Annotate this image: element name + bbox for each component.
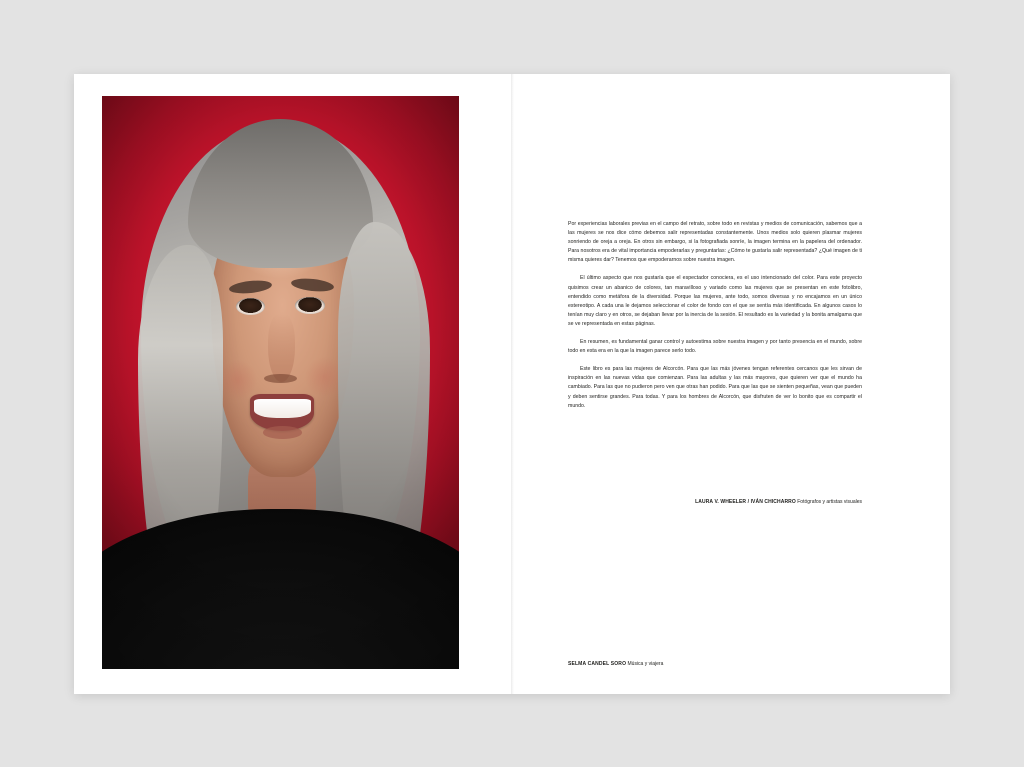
author-role: Fotógrafos y artistas visuales: [797, 499, 862, 505]
caption-subject-desc: Música y viajera: [627, 661, 664, 667]
left-page: [74, 74, 512, 694]
book-spread: [74, 74, 950, 694]
paragraph: Por experiencias laborales previas en el campo del retrato, sobre todo en revistas y medios de comunicación, sabemos que a las mujeres se nos dice cómo debemos salir representadas constantemente. Unos medios solo quieren plasmar mujeres sonriendo de oreja a oreja. En otros sin embargo, si la fotografiada sonríe, la imagen termina en la papelera del ordenador. Para nosotros era de vital importancia empoderarlas y preguntarlas: ¿Cómo te gustaría salir representada? ¿Qué imagen de ti misma quieres dar? Tenemos que empoderarnos sobre nuestra imagen.: [568, 221, 862, 264]
body-text-column: [568, 220, 862, 420]
photo-vignette: [102, 96, 459, 669]
author-names: LAURA V. WHEELER / IVÁN CHICHARRO: [695, 499, 796, 505]
photo-caption: [568, 660, 663, 668]
author-credit: [568, 498, 862, 506]
caption-subject-name: SELMA CANDEL SORO: [568, 661, 627, 667]
portrait-photograph: [102, 96, 459, 669]
paragraph: El último aspecto que nos gustaría que el espectador conociera, es el uso intencionado del color. Para este proyecto quisimos crear un abanico de colores, tan maravilloso y variado como las mujeres que se presentan en este fotolibro, entendido como metáfora de la diversidad. Porque las mujeres, ante todo, somos diversas y no encajamos en un único estereotipo. A cada una le dejamos seleccionar el color de fondo con el que se sentía más identificada. En algunos casos lo tenían muy claro y en otros, se dejaban llevar por la inercia de la sesión. El resultado es la variedad y la bonita amalgama que se ve representada en estas páginas.: [568, 275, 862, 327]
paragraph: En resumen, es fundamental ganar control y autoestima sobre nuestra imagen y por tanto presencia en el mundo, sobre todo en esta era en la que la imagen parece serlo todo.: [568, 339, 862, 355]
paragraph: Este libro es para las mujeres de Alcorcón. Para que las más jóvenes tengan referentes cercanos que les sirvan de inspiración en las nuevas vidas que comienzan. Para las adultas y las más mayores, que quieren ver que el mundo ha cambiado. Para las que no pudieron pero ven que otras han podido. Para que las que se sienten pequeñas, vean que pueden y deben sentirse grandes. Para todas. Y para los hombres de Alcorcón, que disfruten de ver lo bonito que es compartir el mundo.: [568, 366, 862, 409]
right-page: [512, 74, 950, 694]
